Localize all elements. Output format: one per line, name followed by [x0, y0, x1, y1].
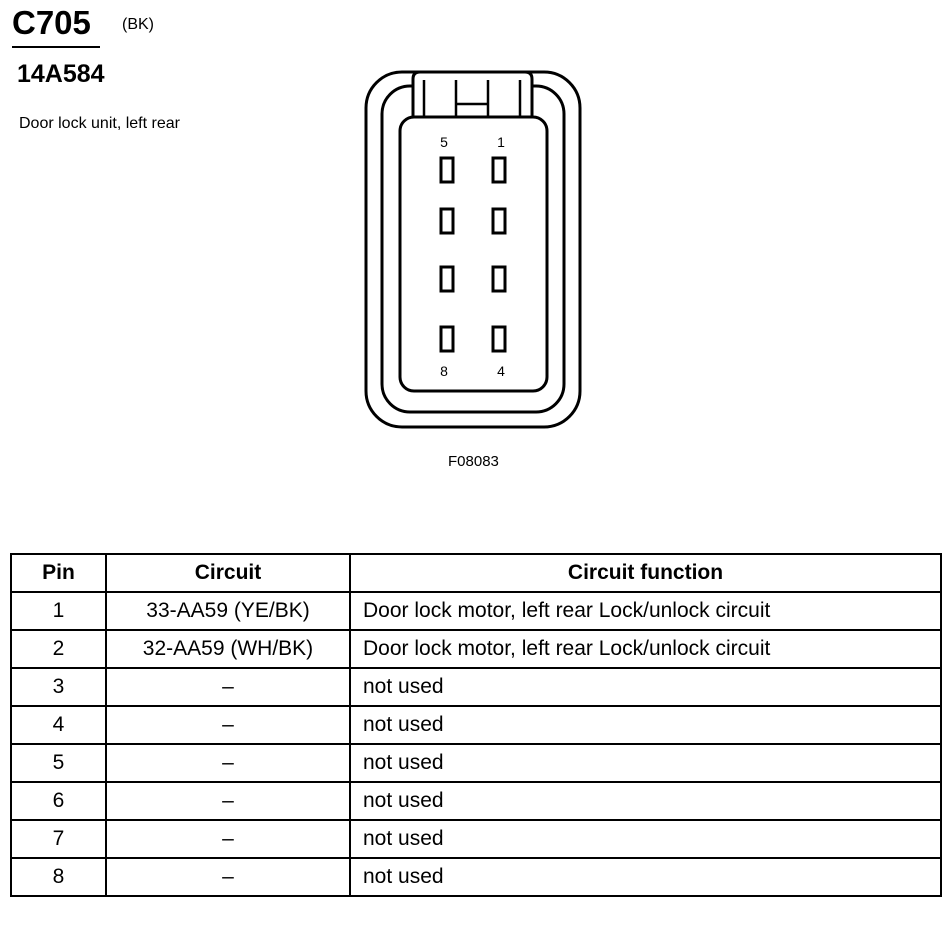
pin-cell: 6 — [11, 782, 106, 820]
function-cell: Door lock motor, left rear Lock/unlock circuit — [350, 630, 941, 668]
connector-latch — [413, 72, 532, 117]
circuit-cell: 32-AA59 (WH/BK) — [106, 630, 350, 668]
circuit-cell: 33-AA59 (YE/BK) — [106, 592, 350, 630]
pin-label-bottom-left: 8 — [440, 363, 448, 379]
function-cell: not used — [350, 820, 941, 858]
table-row — [11, 630, 941, 668]
pin-cavity-1 — [493, 158, 505, 182]
table-row — [11, 592, 941, 630]
pin-cell: 8 — [11, 858, 106, 896]
table-row — [11, 744, 941, 782]
pin-cavity-4 — [493, 327, 505, 351]
circuit-cell: – — [106, 668, 350, 706]
header-circuit-function: Circuit function — [350, 554, 941, 592]
pin-label-top-left: 5 — [440, 134, 448, 150]
pin-cell: 5 — [11, 744, 106, 782]
circuit-cell: – — [106, 782, 350, 820]
pin-cavity-2 — [493, 209, 505, 233]
pin-label-top-right: 1 — [497, 134, 505, 150]
figure-code: F08083 — [448, 453, 499, 470]
table-row — [11, 858, 941, 896]
pinout-table — [10, 553, 942, 897]
function-cell: not used — [350, 706, 941, 744]
function-cell: not used — [350, 744, 941, 782]
pin-cell: 7 — [11, 820, 106, 858]
pin-cavity-8 — [441, 327, 453, 351]
part-number: 14A584 — [17, 60, 105, 88]
function-cell: not used — [350, 858, 941, 896]
connector-description: Door lock unit, left rear — [19, 115, 180, 132]
pin-cavity-area — [400, 117, 547, 391]
table-row — [11, 668, 941, 706]
function-cell: Door lock motor, left rear Lock/unlock circuit — [350, 592, 941, 630]
pin-cell: 3 — [11, 668, 106, 706]
table-header-row — [11, 554, 941, 592]
header-circuit: Circuit — [106, 554, 350, 592]
pin-cavity-3 — [493, 267, 505, 291]
circuit-cell: – — [106, 820, 350, 858]
pin-cavity-7 — [441, 267, 453, 291]
pin-cavity-6 — [441, 209, 453, 233]
table-row — [11, 820, 941, 858]
pin-cell: 1 — [11, 592, 106, 630]
circuit-cell: – — [106, 744, 350, 782]
connector-id: C705 — [12, 4, 91, 41]
connector-color: (BK) — [122, 16, 154, 33]
table-row — [11, 706, 941, 744]
pin-cell: 4 — [11, 706, 106, 744]
pin-cavity-5 — [441, 158, 453, 182]
pin-label-bottom-right: 4 — [497, 363, 505, 379]
table-row — [11, 782, 941, 820]
header-pin: Pin — [11, 554, 106, 592]
circuit-cell: – — [106, 858, 350, 896]
function-cell: not used — [350, 668, 941, 706]
pin-cell: 2 — [11, 630, 106, 668]
function-cell: not used — [350, 782, 941, 820]
circuit-cell: – — [106, 706, 350, 744]
